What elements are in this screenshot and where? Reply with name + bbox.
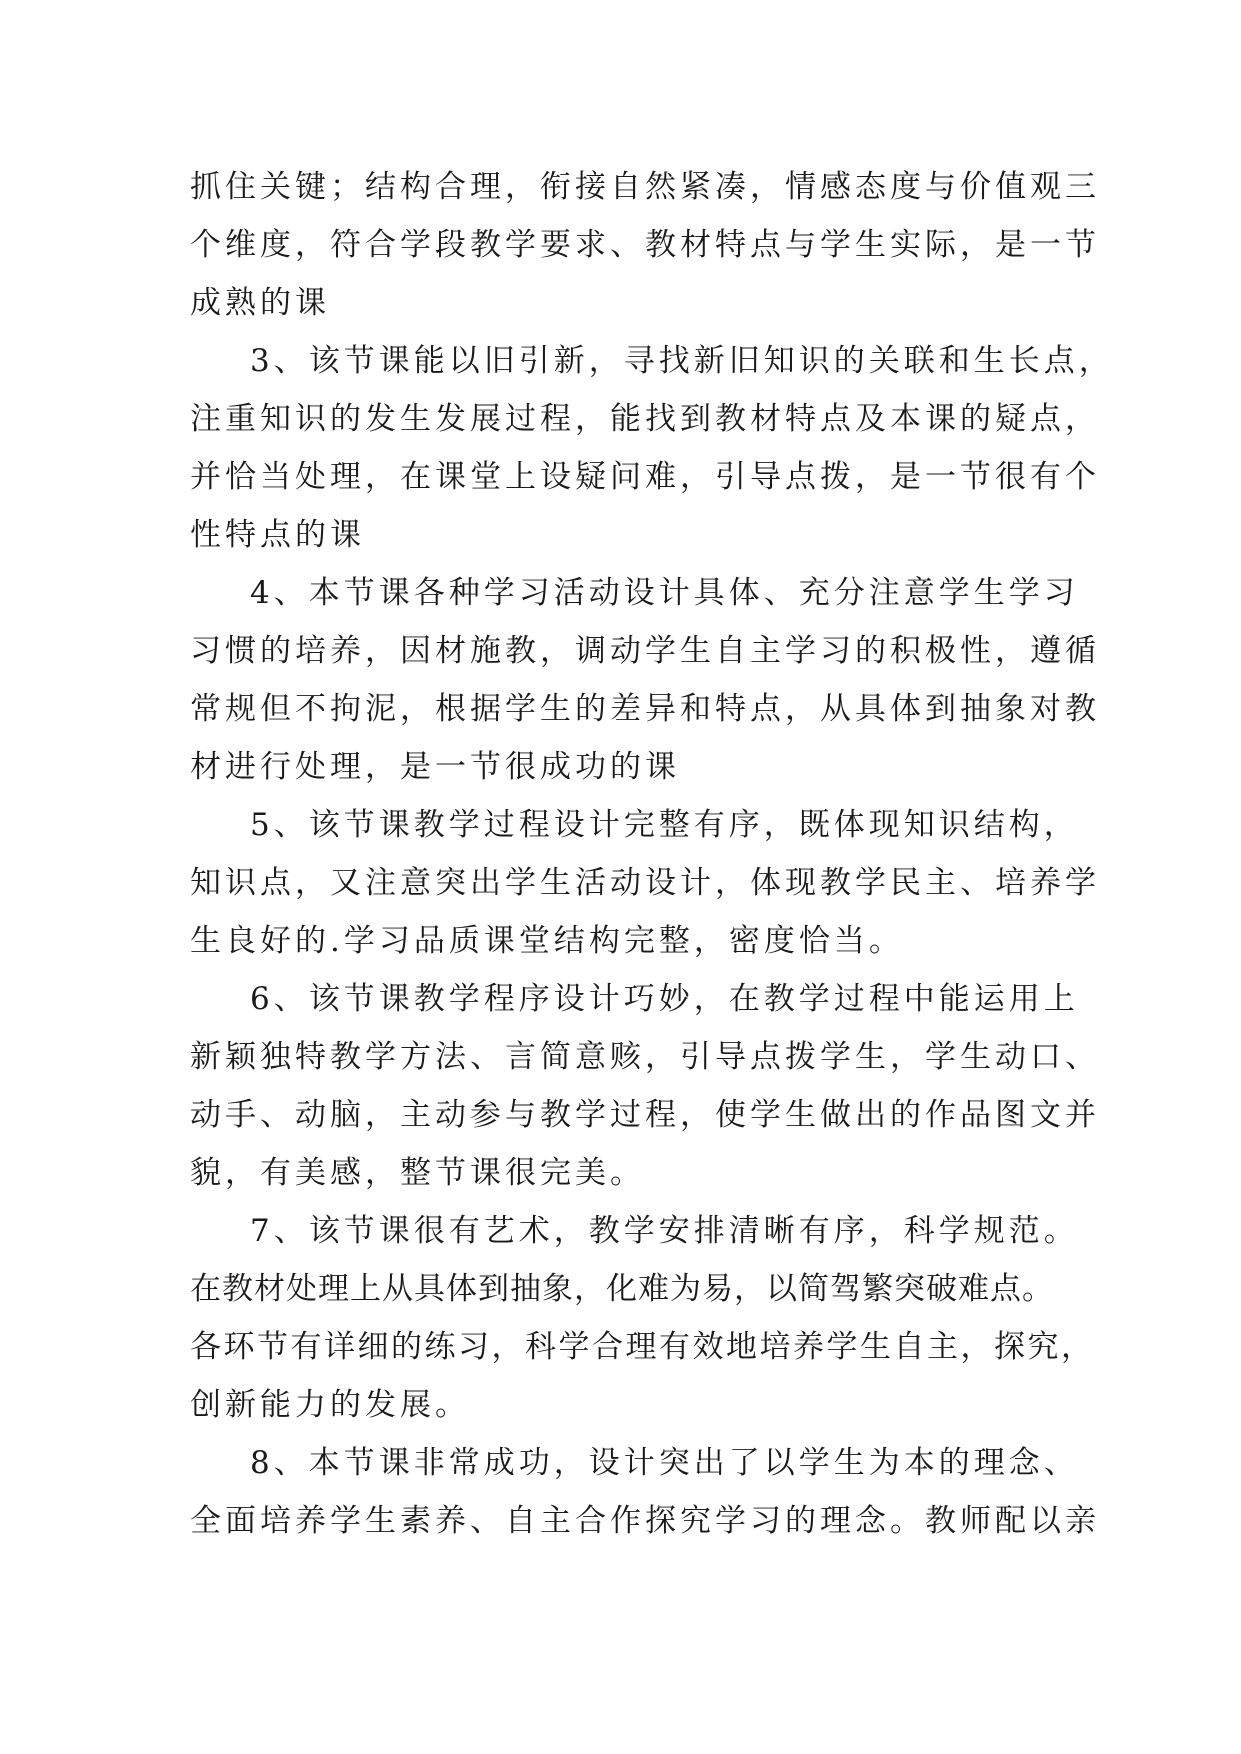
document-body [190,158,1114,1550]
text-line: 动手、动脑，主动参与教学过程，使学生做出的作品图文并 [190,1097,1100,1133]
text-line: 创新能力的发展。 [190,1387,470,1423]
text-line: 生良好的.学习品质课堂结构完整，密度恰当。 [190,923,904,959]
text-line: 常规但不拘泥，根据学生的差异和特点，从具体到抽象对教 [190,691,1100,727]
text-line: 并恰当处理，在课堂上设疑问难，引导点拨，是一节很有个 [190,459,1100,495]
text-line: 个维度，符合学段教学要求、教材特点与学生实际，是一节 [190,227,1100,263]
text-line: 性特点的课 [190,517,365,553]
paragraph-7-start: 7、该节课很有艺术，教学安排清晰有序，科学规范。 [250,1213,1079,1249]
paragraph-3-start: 3、该节课能以旧引新，寻找新旧知识的关联和生长点， [250,343,1114,379]
paragraph-6-start: 6、该节课教学程序设计巧妙，在教学过程中能运用上 [250,981,1079,1017]
text-line: 全面培养学生素养、自主合作探究学习的理念。教师配以亲 [190,1503,1100,1539]
text-line: 抓住关键；结构合理，衔接自然紧凑，情感态度与价值观三 [190,169,1100,205]
text-line: 貌，有美感，整节课很完美。 [190,1155,645,1191]
text-line: 各环节有详细的练习，科学合理有效地培养学生自主，探究， [190,1329,1095,1365]
text-line: 在教材处理上从具体到抽象，化难为易，以简驾繁突破难点。 [190,1271,1054,1307]
text-line: 材进行处理，是一节很成功的课 [190,749,680,785]
paragraph-8-start: 8、本节课非常成功，设计突出了以学生为本的理念、 [250,1445,1079,1481]
text-line: 习惯的培养，因材施教，调动学生自主学习的积极性，遵循 [190,633,1100,669]
text-line: 成熟的课 [190,285,330,321]
text-line: 新颖独特教学方法、言简意赅，引导点拨学生，学生动口、 [190,1039,1100,1075]
text-line: 注重知识的发生发展过程，能找到教材特点及本课的疑点， [190,401,1100,437]
paragraph-5-start: 5、该节课教学过程设计完整有序，既体现知识结构， [250,807,1079,843]
paragraph-4-start: 4、本节课各种学习活动设计具体、充分注意学生学习 [250,575,1079,611]
text-line: 知识点，又注意突出学生活动设计，体现教学民主、培养学 [190,865,1100,901]
